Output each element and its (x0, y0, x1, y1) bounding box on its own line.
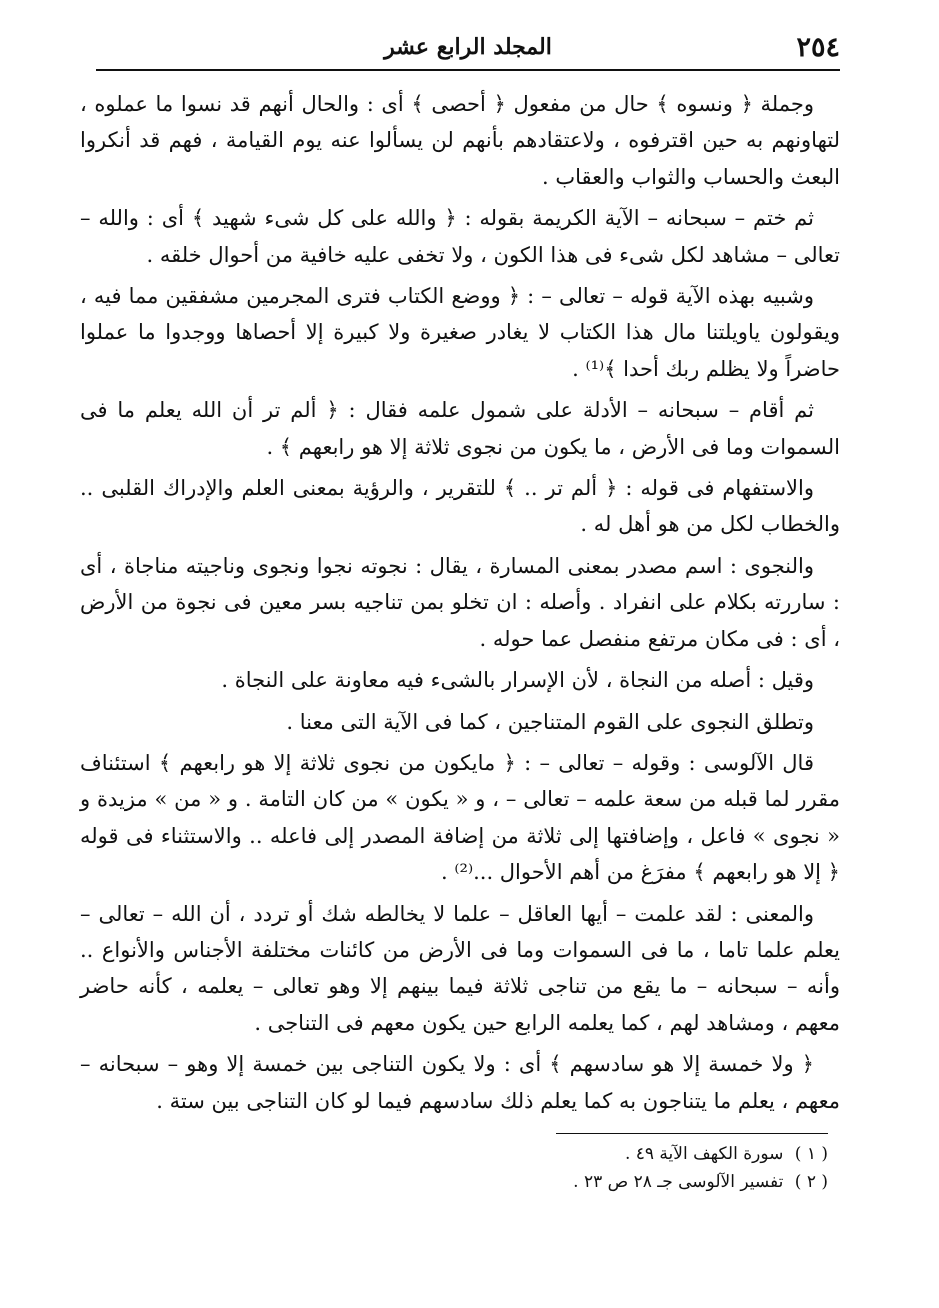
paragraph-2: ثم ختم – سبحانه – الآية الكريمة بقوله : ﴿ والله على كل شىء شهيد ﴾ أى : والله – تعالى – مشاهد لكل شىء فى هذا الكون ، ولا تخفى عليه خافية من أحوال خلقه . (80, 206, 840, 267)
paragraph-8: وتطلق النجوى على القوم المتناجين ، كما فى الآية التى معنا . (286, 709, 814, 734)
paragraph-1: وجملة ﴿ ونسوه ﴾ حال من مفعول ﴿ أحصى ﴾ أى : والحال أنهم قد نسوا ما عملوه ، لتهاونهم به حين اقترفوه ، ولاعتقادهم بأنهم لن يسألوا عنه يوم القيامة ، فهم قد أنكروا البعث والحساب والثواب والعقاب . (80, 92, 840, 189)
header-rule (96, 69, 840, 71)
footnote-text: تفسير الآلوسى جـ ٢٨ ص ٢٣ . (573, 1172, 784, 1192)
paragraph-9: قال الآلوسى : وقوله – تعالى – : ﴿ مايكون من نجوى ثلاثة إلا هو رابعهم ﴾ استئناف مقرر لما قبله من سعة علمه – تعالى – ، و « يكون » من كان التامة . و « من » مزيدة و « نجوى » فاعل ، وإضافتها إلى ثلاثة من إضافة المصدر إلى فاعله .. والاستثناء فى قوله ﴿ إلا هو رابعهم ﴾ مفرَغ من أهم الأحوال ...⁽²⁾ . (80, 750, 840, 885)
paragraph-5: والاستفهام فى قوله : ﴿ ألم تر .. ﴾ للتقرير ، والرؤية بمعنى العلم والإدراك القلبى .. والخطاب لكل من هو أهل له . (80, 476, 840, 537)
footnote-marker: ( ١ ) (794, 1144, 828, 1164)
footnotes (300, 1140, 828, 1196)
paragraph-3: وشبيه بهذه الآية قوله – تعالى – : ﴿ ووضع الكتاب فترى المجرمين مشفقين مما فيه ، ويقولون ياويلتنا مال هذا الكتاب لا يغادر صغيرة ولا كبيرة إلا أحصاها ووجدوا ما عملوا حاضراً ولا يظلم ربك أحدا ﴾⁽¹⁾ . (80, 284, 840, 381)
paragraph-6: والنجوى : اسم مصدر بمعنى المسارة ، يقال : نجوته نجوا ونجوى وناجيته مناجاة ، أى : ساررته بكلام على انفراد . وأصله : ان تخلو بمن تناجيه بسر معين فى نجوة من الأرض ، أى : فى مكان مرتفع منفصل عما حوله . (80, 553, 840, 651)
footnote-rule (556, 1133, 828, 1134)
running-title: المجلد الرابع عشر (384, 34, 552, 60)
paragraph-7: وقيل : أصله من النجاة ، لأن الإسرار بالشىء فيه معاونة على النجاة . (221, 668, 814, 693)
footnote-1 (300, 1140, 828, 1168)
footnote-marker: ( ٢ ) (794, 1172, 828, 1192)
body-text (80, 86, 840, 1124)
paragraph-4: ثم أقام – سبحانه – الأدلة على شمول علمه فقال : ﴿ ألم تر أن الله يعلم ما فى السموات وما فى الأرض ، ما يكون من نجوى ثلاثة إلا هو رابعهم ﴾ . (80, 398, 840, 459)
footnote-2 (300, 1168, 828, 1196)
footnote-text: سورة الكهف الآية ٤٩ . (624, 1144, 784, 1164)
page-header (96, 26, 840, 70)
paragraph-11: ﴿ ولا خمسة إلا هو سادسهم ﴾ أى : ولا يكون التناجى بين خمسة إلا وهو – سبحانه – معهم ، يعلم ما يتناجون به كما يعلم ذلك سادسهم فيما لو كان التناجى بين ستة . (80, 1052, 840, 1113)
paragraph-10: والمعنى : لقد علمت – أيها العاقل – علما لا يخالطه شك أو تردد ، أن الله – تعالى – يعلم علما تاما ، ما فى السموات وما فى الأرض من كائنات مختلفة الأجناس والأنواع .. وأنه – سبحانه – ما يقع من تناجى ثلاثة فيما بينهم إلا وهو تعالى – يعلمه ، كأنه حاضر معهم ، ومشاهد لهم ، كما يعلمه الرابع حين يكون معهم فى التناجى . (80, 901, 840, 1035)
page-number: ٢٥٤ (796, 32, 840, 63)
